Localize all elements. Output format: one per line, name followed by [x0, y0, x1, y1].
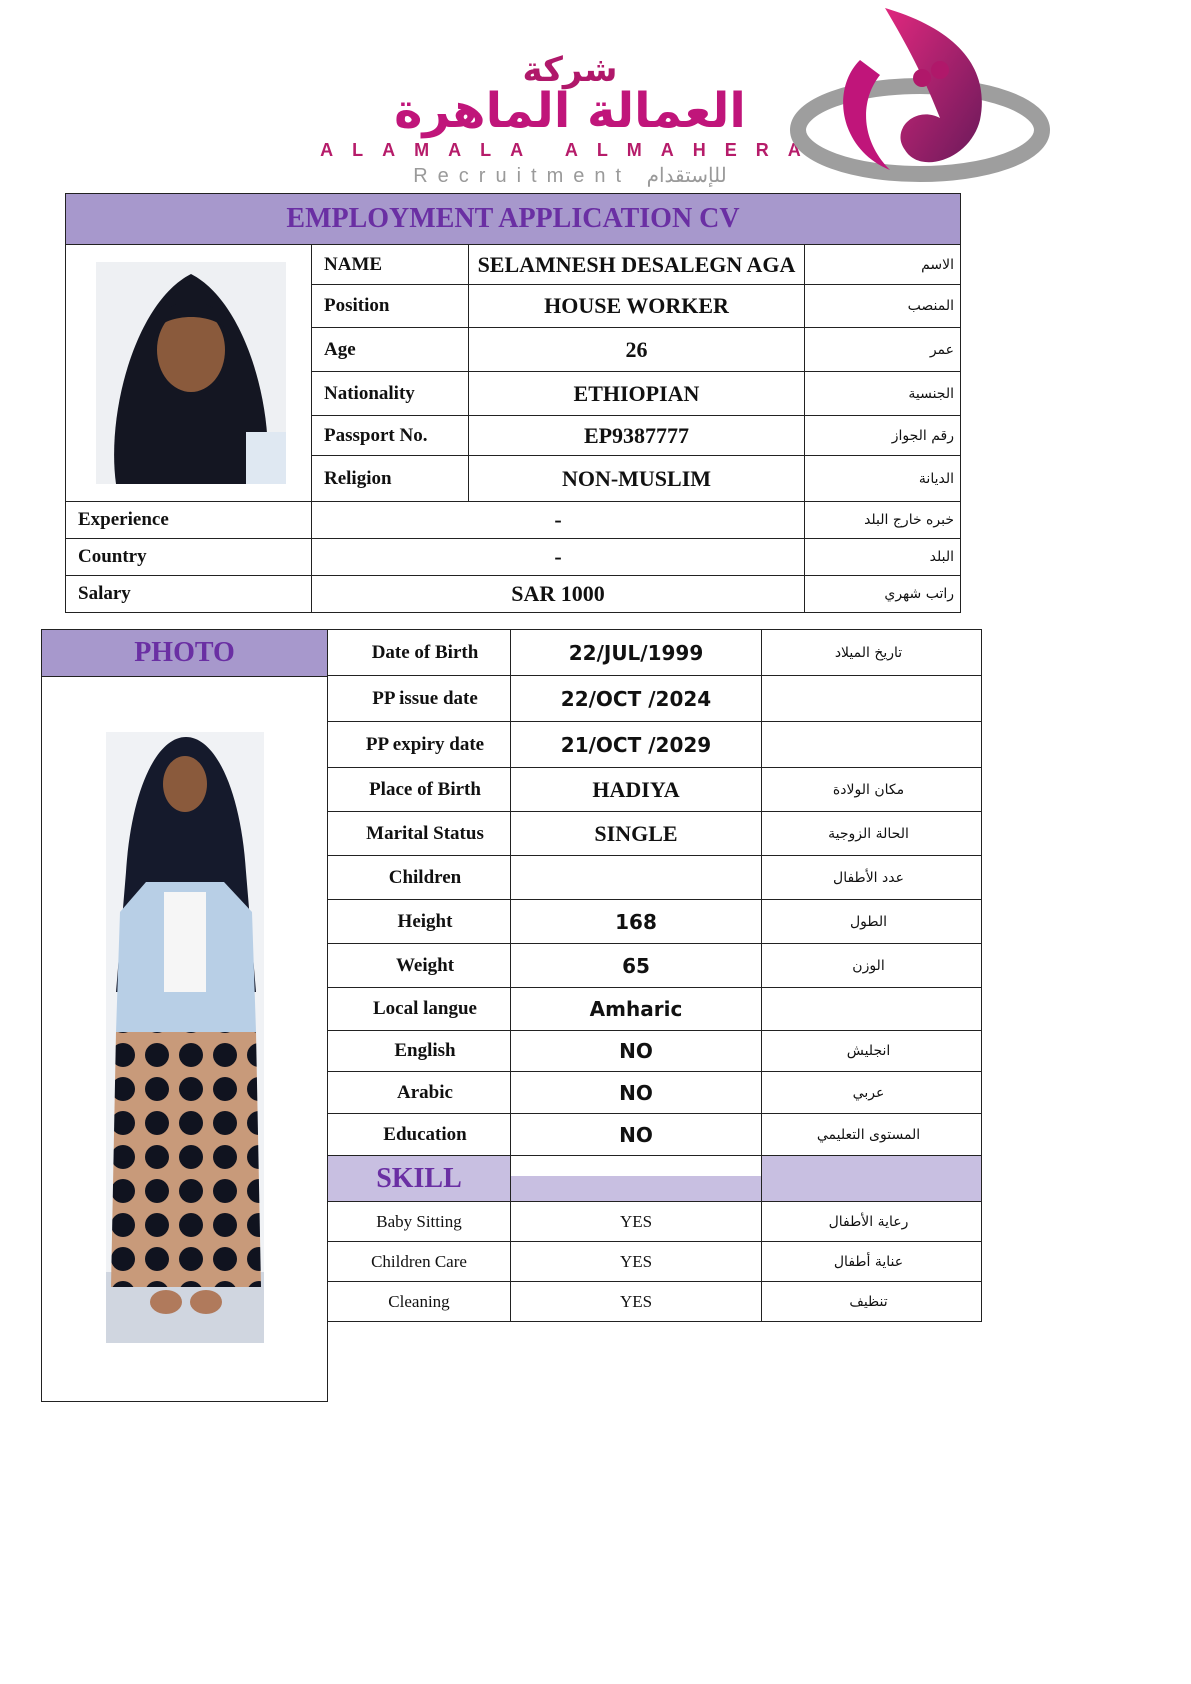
children-label-ar: عدد الأطفال [761, 855, 982, 900]
logo-emblem-icon [790, 0, 1080, 200]
english-label-ar: انجليش [761, 1030, 982, 1072]
name-value: SELAMNESH DESALEGN AGA [468, 244, 805, 285]
english-value: NO [510, 1030, 762, 1072]
local-language-label: Local langue [327, 987, 511, 1031]
local-language-label-ar [761, 987, 982, 1031]
pp-expiry-label-ar [761, 721, 982, 768]
logo-english-name: ALAMALA ALMAHERA [320, 140, 820, 160]
education-label: Education [327, 1113, 511, 1156]
passport-label: Passport No. [311, 415, 469, 456]
dob-value: 22/JUL/1999 [510, 629, 762, 676]
name-label-ar: الاسم [804, 244, 961, 285]
children-label: Children [327, 855, 511, 900]
experience-value: - [311, 501, 805, 539]
name-label: NAME [311, 244, 469, 285]
place-of-birth-value: HADIYA [510, 767, 762, 812]
dob-label-ar: تاريخ الميلاد [761, 629, 982, 676]
salary-label: Salary [65, 575, 312, 613]
skill-header-blank [510, 1155, 762, 1202]
education-label-ar: المستوى التعليمي [761, 1113, 982, 1156]
dob-label: Date of Birth [327, 629, 511, 676]
country-label: Country [65, 538, 312, 576]
arabic-value: NO [510, 1071, 762, 1114]
salary-value: SAR 1000 [311, 575, 805, 613]
english-label: English [327, 1030, 511, 1072]
photo-heading: PHOTO [41, 629, 328, 677]
applicant-full-photo [106, 732, 264, 1343]
age-value: 26 [468, 327, 805, 372]
skill-heading: SKILL [327, 1155, 511, 1202]
logo-arabic-company: شركة [522, 50, 618, 90]
pp-expiry-value: 21/OCT /2029 [510, 721, 762, 768]
marital-status-value: SINGLE [510, 811, 762, 856]
pp-expiry-label: PP expiry date [327, 721, 511, 768]
skill-cleaning-ar: تنظيف [761, 1281, 982, 1322]
skill-children-care-ar: عناية أطفال [761, 1241, 982, 1282]
weight-label: Weight [327, 943, 511, 988]
marital-status-label: Marital Status [327, 811, 511, 856]
country-value: - [311, 538, 805, 576]
pp-issue-value: 22/OCT /2024 [510, 675, 762, 722]
salary-label-ar: راتب شهري [804, 575, 961, 613]
children-value [510, 855, 762, 900]
skill-baby-sitting-label: Baby Sitting [327, 1201, 511, 1242]
skill-baby-sitting-value: YES [510, 1201, 762, 1242]
position-label-ar: المنصب [804, 284, 961, 328]
age-label-ar: عمر [804, 327, 961, 372]
logo-subtitle: Recruitment للإستقدام [413, 165, 727, 187]
company-logo [170, 0, 1070, 200]
form-title: EMPLOYMENT APPLICATION CV [65, 193, 961, 245]
nationality-label: Nationality [311, 371, 469, 416]
skill-header-blank-ar [761, 1155, 982, 1202]
height-label-ar: الطول [761, 899, 982, 944]
pp-issue-label-ar [761, 675, 982, 722]
weight-label-ar: الوزن [761, 943, 982, 988]
applicant-portrait [96, 262, 286, 484]
logo-arabic-name: العمالة الماهرة [394, 83, 746, 139]
place-of-birth-label: Place of Birth [327, 767, 511, 812]
religion-value: NON-MUSLIM [468, 455, 805, 502]
education-value: NO [510, 1113, 762, 1156]
position-label: Position [311, 284, 469, 328]
skill-cleaning-value: YES [510, 1281, 762, 1322]
passport-label-ar: رقم الجواز [804, 415, 961, 456]
skill-children-care-value: YES [510, 1241, 762, 1282]
weight-value: 65 [510, 943, 762, 988]
religion-label-ar: الديانة [804, 455, 961, 502]
position-value: HOUSE WORKER [468, 284, 805, 328]
place-of-birth-label-ar: مكان الولادة [761, 767, 982, 812]
religion-label: Religion [311, 455, 469, 502]
skill-cleaning-label: Cleaning [327, 1281, 511, 1322]
experience-label: Experience [65, 501, 312, 539]
skill-children-care-label: Children Care [327, 1241, 511, 1282]
age-label: Age [311, 327, 469, 372]
country-label-ar: البلد [804, 538, 961, 576]
nationality-value: ETHIOPIAN [468, 371, 805, 416]
skill-baby-sitting-ar: رعاية الأطفال [761, 1201, 982, 1242]
arabic-label: Arabic [327, 1071, 511, 1114]
arabic-label-ar: عربي [761, 1071, 982, 1114]
height-label: Height [327, 899, 511, 944]
nationality-label-ar: الجنسية [804, 371, 961, 416]
height-value: 168 [510, 899, 762, 944]
passport-value: EP9387777 [468, 415, 805, 456]
experience-label-ar: خبره خارج البلد [804, 501, 961, 539]
marital-status-label-ar: الحالة الزوجية [761, 811, 982, 856]
pp-issue-label: PP issue date [327, 675, 511, 722]
local-language-value: Amharic [510, 987, 762, 1031]
